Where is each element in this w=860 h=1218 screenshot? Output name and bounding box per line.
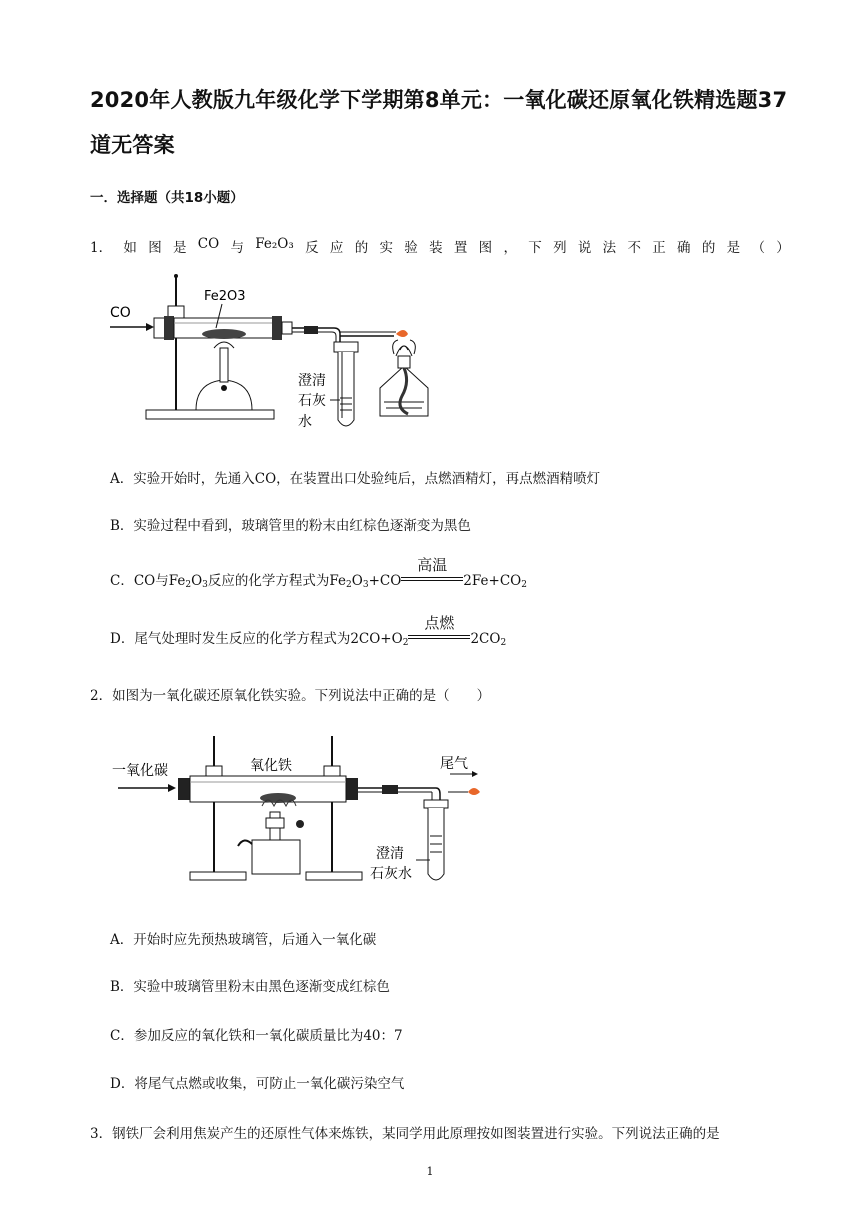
limewater-label-2-line2: 石灰水 [370, 866, 412, 882]
q1-stem-char: ， [503, 240, 517, 256]
q1-stem-char: 正 [652, 240, 666, 256]
q1-stem-char: 装 [429, 240, 443, 256]
q1-stem-char: 是 [726, 240, 741, 256]
q1-stem-char: CO [197, 236, 220, 252]
question-2-stem: 2．如图为一氧化碳还原氧化铁实验。下列说法中正确的是（ ） [90, 688, 491, 704]
q1-option-c-rest: 反应的化学方程式为Fe [207, 573, 347, 589]
limewater-label-line1: 澄清 [298, 373, 326, 389]
q1-stem-char: 是 [172, 240, 187, 256]
q1-stem-char: 置 [453, 240, 468, 256]
q1-stem-char: 1． [90, 240, 113, 256]
q1-stem-char: 确 [677, 240, 691, 256]
co-inlet-label-2: 一氧化碳 [112, 763, 168, 779]
q1-option-d: D．尾气处理时发生反应的化学方程式为$2CO+O_2$ 点燃 $2CO_2$ [110, 614, 507, 648]
q1-option-c: C．CO与$Fe_2O_3$反应的化学方程式为$Fe_2O_3+CO$ 高温 $2Fe+CO_2$ [110, 556, 527, 590]
q1-stem-char: 法 [602, 240, 617, 256]
q1-option-c-condition: 高温 [417, 556, 448, 574]
q1-stem-char: 应 [329, 240, 344, 256]
iron-oxide-label: 氧化铁 [250, 758, 292, 774]
question-2-figure [110, 732, 490, 892]
q1-option-a: A．实验开始时，先通入CO，在装置出口处验纯后，点燃酒精灯，再点燃酒精喷灯 [110, 471, 601, 487]
q1-stem-char: 列 [553, 240, 567, 256]
limewater-label-line2: 石灰 [298, 393, 326, 409]
q1-stem-char: 下 [528, 240, 542, 256]
question-3-stem: 3．钢铁厂会利用焦炭产生的还原性气体来炼铁，某同学用此原理按如图装置进行实验。下列说法正确的是 [90, 1126, 720, 1142]
q1-stem-char: 图 [148, 240, 162, 256]
q1-option-c-prefix: C．CO与Fe [110, 573, 186, 589]
q1-stem-char: 验 [404, 240, 418, 256]
q1-stem-char: 反 [305, 240, 319, 256]
q1-stem-char: 图 [478, 240, 493, 256]
q2-option-d: D．将尾气点燃或收集，可防止一氧化碳污染空气 [110, 1076, 405, 1092]
co-inlet-label: CO [110, 305, 131, 321]
q1-stem-char: （ [751, 240, 765, 256]
section-heading: 一．选择题（共18小题） [90, 190, 244, 206]
q1-option-b: B．实验过程中看到，玻璃管里的粉末由红棕色逐渐变为黑色 [110, 518, 471, 534]
q1-stem-char: 实 [379, 240, 393, 256]
q1-stem-char: ） [776, 240, 790, 256]
q1-stem-char: Fe₂O₃ [255, 236, 294, 252]
q1-stem-char: 的 [701, 240, 716, 256]
q1-stem-char: 的 [354, 240, 369, 256]
question-1-stem [90, 236, 790, 256]
q1-option-d-condition: 点燃 [424, 614, 455, 632]
q2-option-b: B．实验中玻璃管里粉末由黑色逐渐变成红棕色 [110, 979, 390, 995]
q2-option-a: A．开始时应先预热玻璃管，后通入一氧化碳 [110, 932, 377, 948]
q1-stem-char: 如 [123, 240, 137, 256]
q2-option-c: C．参加反应的氧化铁和一氧化碳质量比为40：7 [110, 1028, 403, 1044]
q1-option-d-prefix: D．尾气处理时发生反应的化学方程式为2CO+O [110, 631, 403, 647]
page-number: 1 [426, 1165, 434, 1178]
q1-stem-char: 不 [627, 240, 641, 256]
fe2o3-label: Fe2O3 [204, 289, 246, 304]
limewater-label-line3: 水 [298, 414, 312, 430]
exhaust-label: 尾气 [440, 756, 468, 772]
question-1-figure [104, 270, 484, 438]
q1-stem-char: 说 [577, 240, 592, 256]
limewater-label-2-line1: 澄清 [376, 846, 404, 862]
document-title: 2020年人教版九年级化学下学期第8单元：一氧化碳还原氧化铁精选题37道无答案 [90, 88, 788, 157]
q1-stem-char: 与 [230, 240, 244, 256]
